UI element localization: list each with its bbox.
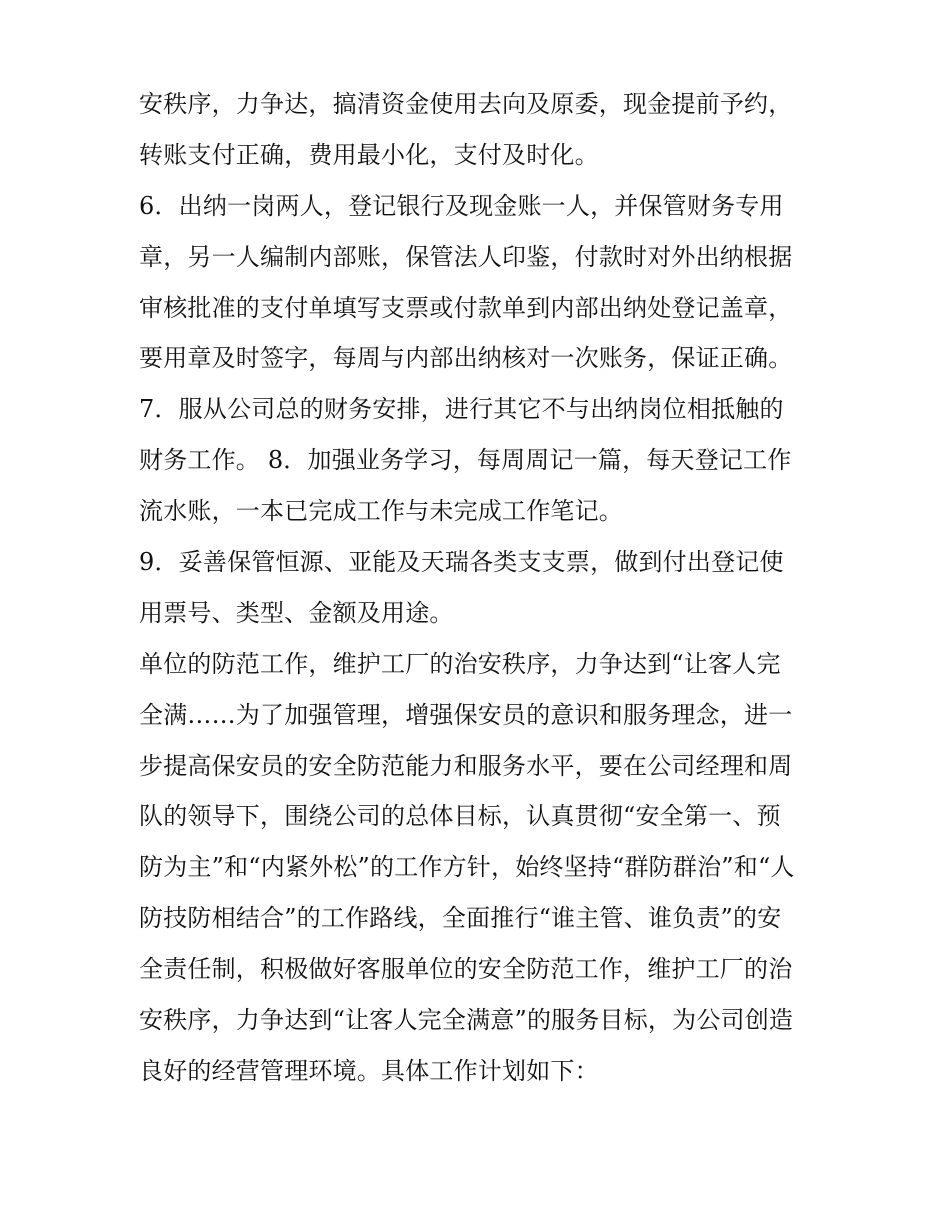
text-line: 财务工作。 8．加强业务学习，每周周记一篇，每天登记工作 [139, 446, 792, 475]
text-line: 转账支付正确，费用最小化，支付及时化。 [139, 140, 599, 169]
text-line: 全责任制，积极做好客服单位的安全防范工作，维护工厂的治 [139, 955, 793, 984]
text-line: 要用章及时签字，每周与内部出纳核对一次账务，保证正确。 [139, 344, 793, 373]
text-line: 安秩序，力争达，搞清资金使用去向及原委，现金提前予约， [139, 90, 793, 118]
text-line: 防技防相结合”的工作路线，全面推行“谁主管、谁负责”的安 [139, 904, 782, 933]
text-line: 全满……为了加强管理，增强保安员的意识和服务理念，进一 [139, 700, 793, 729]
text-line: 9．妥善保管恒源、亚能及天瑞各类支支票，做到付出登记使 [139, 548, 784, 577]
text-line: 审核批准的支付单填写支票或付款单到内部出纳处登记盖章， [139, 293, 793, 322]
text-line: 单位的防范工作，维护工厂的治安秩序，力争达到“让客人完 [139, 649, 781, 678]
text-line: 安秩序，力争达到“让客人完全满意”的服务目标，为公司创造 [139, 1006, 794, 1035]
text-line: 7．服从公司总的财务安排，进行其它不与出纳岗位相抵触的 [139, 395, 784, 424]
text-line: 队的领导下，围绕公司的总体目标，认真贯彻“安全第一、预 [139, 802, 781, 831]
text-line: 步提高保安员的安全防范能力和服务水平，要在公司经理和周 [139, 751, 793, 780]
document-body [139, 79, 829, 1097]
text-line: 流水账，一本已完成工作与未完成工作笔记。 [139, 497, 623, 526]
text-line: 6．出纳一岗两人，登记银行及现金账一人，并保管财务专用 [139, 191, 784, 220]
text-line: 章，另一人编制内部账，保管法人印鉴，付款时对外出纳根据 [139, 242, 793, 271]
text-line: 良好的经营管理环境。具体工作计划如下： [139, 1056, 599, 1085]
text-line: 防为主”和“内紧外松”的工作方针，始终坚持“群防群治”和“人 [139, 853, 795, 882]
text-line: 用票号、类型、金额及用途。 [139, 598, 454, 627]
